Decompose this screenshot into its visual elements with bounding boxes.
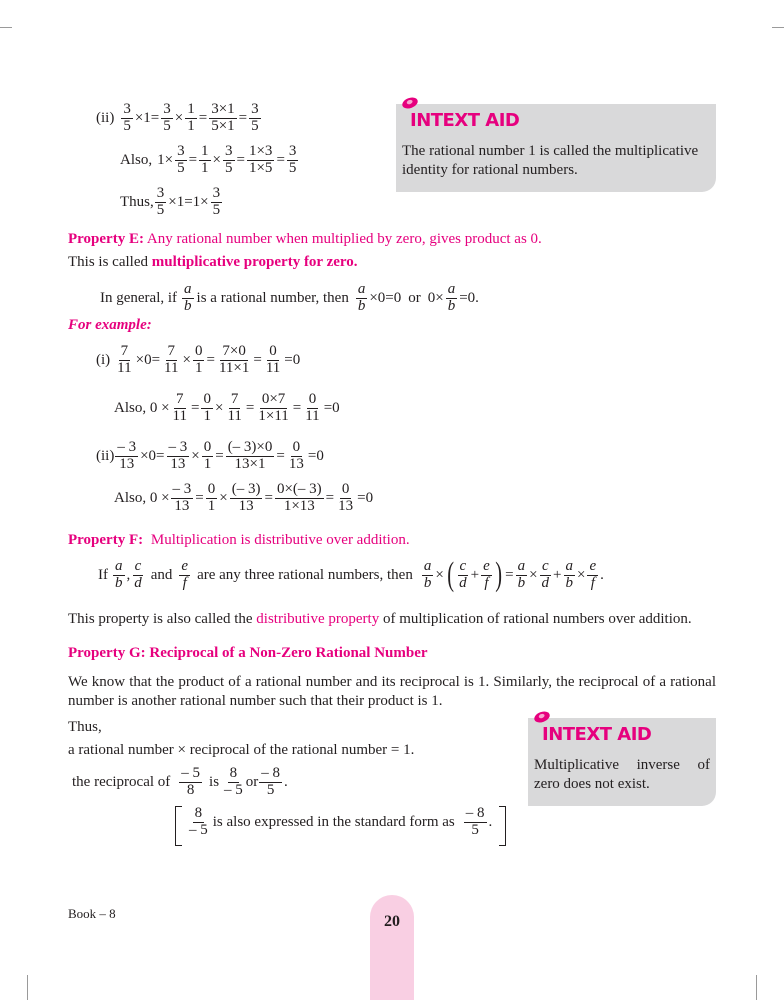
page-number-tab — [370, 895, 414, 1000]
example-e-ii-line1: (ii) $\frac{- 3}{13}$ ×0= $\frac{- 3}{13}$ × $\frac{0}{1}$ = $\frac{(- 3)\times 0}{13\times 1}$ = $\frac{0}{13}$ =0 — [96, 439, 324, 472]
thus-label: Thus, — [68, 719, 102, 735]
bracket-left — [175, 806, 182, 846]
or-label: or — [245, 773, 259, 790]
reciprocal-rule: a rational number × reciprocal of the rational number = 1. — [68, 742, 415, 758]
reciprocal-prefix: the reciprocal of — [72, 773, 171, 790]
intext-aid-box — [396, 104, 716, 192]
bracket-right — [499, 806, 506, 846]
if-label: If — [98, 566, 108, 583]
property-f — [68, 532, 410, 549]
general-mid: is a rational number, then — [196, 289, 349, 306]
pin-icon — [533, 710, 551, 725]
property-e-label: Property E: — [68, 231, 144, 247]
intext-aid-text: Multiplicative inverse of zero does not exist. — [534, 757, 710, 792]
example-ii-line3: Thus, $\frac{3}{5}$ ×1=1× $\frac{3}{5}$ — [120, 185, 221, 218]
property-f-text: Multiplication is distributive over addition. — [150, 532, 410, 548]
also-label: Also, 0 × — [114, 399, 170, 416]
also-prefix: This property is also called the — [68, 611, 253, 627]
reciprocal-example: the reciprocal of $\frac{- 5}{8}$ is $\frac{8}{- 5}$ or $\frac{- 8}{5}$ . — [72, 765, 288, 798]
intext-aid-heading: INTEXT AID — [542, 724, 652, 745]
example-e-ii-line2: Also, 0 × $\frac{- 3}{13}$ = $\frac{0}{1}$ × $\frac{(- 3)}{13}$ = $\frac{0\times(- 3)}{1\times 13}$ = $\frac{0}{13}$ =0 — [114, 481, 374, 514]
property-f-formula: If $\frac{a}{b}$ , $\frac{c}{d}$ and $\frac{e}{f}$ are any three rational numbers, then $\frac{a}{b}$ × ( $\frac{c}{d}$ + $\frac{e}{f}$ ) = $\frac{a}{b}$ × $\frac{c}{d}$ + $\frac{a}{b}$ × $\frac{e}{f}$ . — [98, 556, 604, 593]
also-suffix: of multiplication of rational numbers over addition. — [382, 611, 692, 627]
property-f-label: Property F: — [68, 532, 144, 548]
page-number: 20 — [384, 913, 400, 930]
example-label: (i) — [96, 351, 111, 368]
book-label: Book – 8 — [68, 906, 116, 921]
example-ii-line1: (ii) $\frac{3}{5}$ ×1= $\frac{3}{5}$ × $\frac{1}{1}$ = $\frac{3\times 1}{5\times 1}$ = $\frac{3}{5}$ — [96, 101, 259, 134]
example-label: (ii) — [96, 109, 115, 126]
for-example-heading: For example: — [68, 317, 152, 333]
pin-icon — [401, 96, 419, 111]
property-e — [68, 231, 542, 248]
property-f-also — [68, 611, 692, 628]
intext-aid-heading: INTEXT AID — [410, 110, 520, 131]
example-e-i-line1: (i) $\frac{7}{11}$ ×0= $\frac{7}{11}$ × $\frac{0}{1}$ = $\frac{7\times 0}{11\times 1}$ = $\frac{0}{11}$ =0 — [96, 343, 301, 376]
is-label: is — [209, 773, 220, 790]
thus-label: Thus, — [120, 193, 154, 210]
property-e-called — [68, 254, 358, 271]
general-prefix: In general, if — [100, 289, 178, 306]
property-g-title: Property G: Reciprocal of a Non-Zero Rational Number — [68, 645, 428, 661]
example-ii-line2: Also, 1× $\frac{3}{5}$ = $\frac{1}{1}$ × $\frac{3}{5}$ = $\frac{1\times 3}{1\times 5}$ = $\frac{3}{5}$ — [120, 143, 297, 176]
general-or: or — [408, 289, 421, 306]
called-name: multiplicative property for zero. — [151, 254, 358, 270]
property-e-text: Any rational number when multiplied by zero, gives product as 0. — [146, 231, 542, 247]
standard-form-note: $\frac{8}{- 5}$ is also expressed in the standard form as $\frac{- 8}{5}$ . — [189, 805, 493, 838]
intext-aid-box — [528, 718, 716, 806]
and-label: and — [150, 566, 173, 583]
example-label: (ii) — [96, 447, 115, 464]
standard-form-text: is also expressed in the standard form as — [212, 813, 455, 830]
example-e-i-line2: Also, 0 × $\frac{7}{11}$ = $\frac{0}{1}$ × $\frac{7}{11}$ = $\frac{0\times 7}{1\times 11}$ = $\frac{0}{11}$ =0 — [114, 391, 340, 424]
rest-label: are any three rational numbers, then — [197, 566, 413, 583]
also-label: Also, — [120, 151, 153, 168]
also-name: distributive property — [256, 611, 380, 627]
property-e-general: In general, if $\frac{a}{b}$ is a rational number, then $\frac{a}{b}$ ×0=0 or 0× $\frac{a}{b}$ =0. — [100, 281, 479, 314]
called-prefix: This is called — [68, 254, 148, 270]
intext-aid-text: The rational number 1 is called the multiplicative identity for rational numbers. — [402, 143, 699, 178]
also-label: Also, 0 × — [114, 489, 170, 506]
property-g-paragraph: We know that the product of a rational number and its reciprocal is 1. Similarly, the reciprocal of a rational number is another rational number such that their product is 1. — [68, 674, 716, 709]
